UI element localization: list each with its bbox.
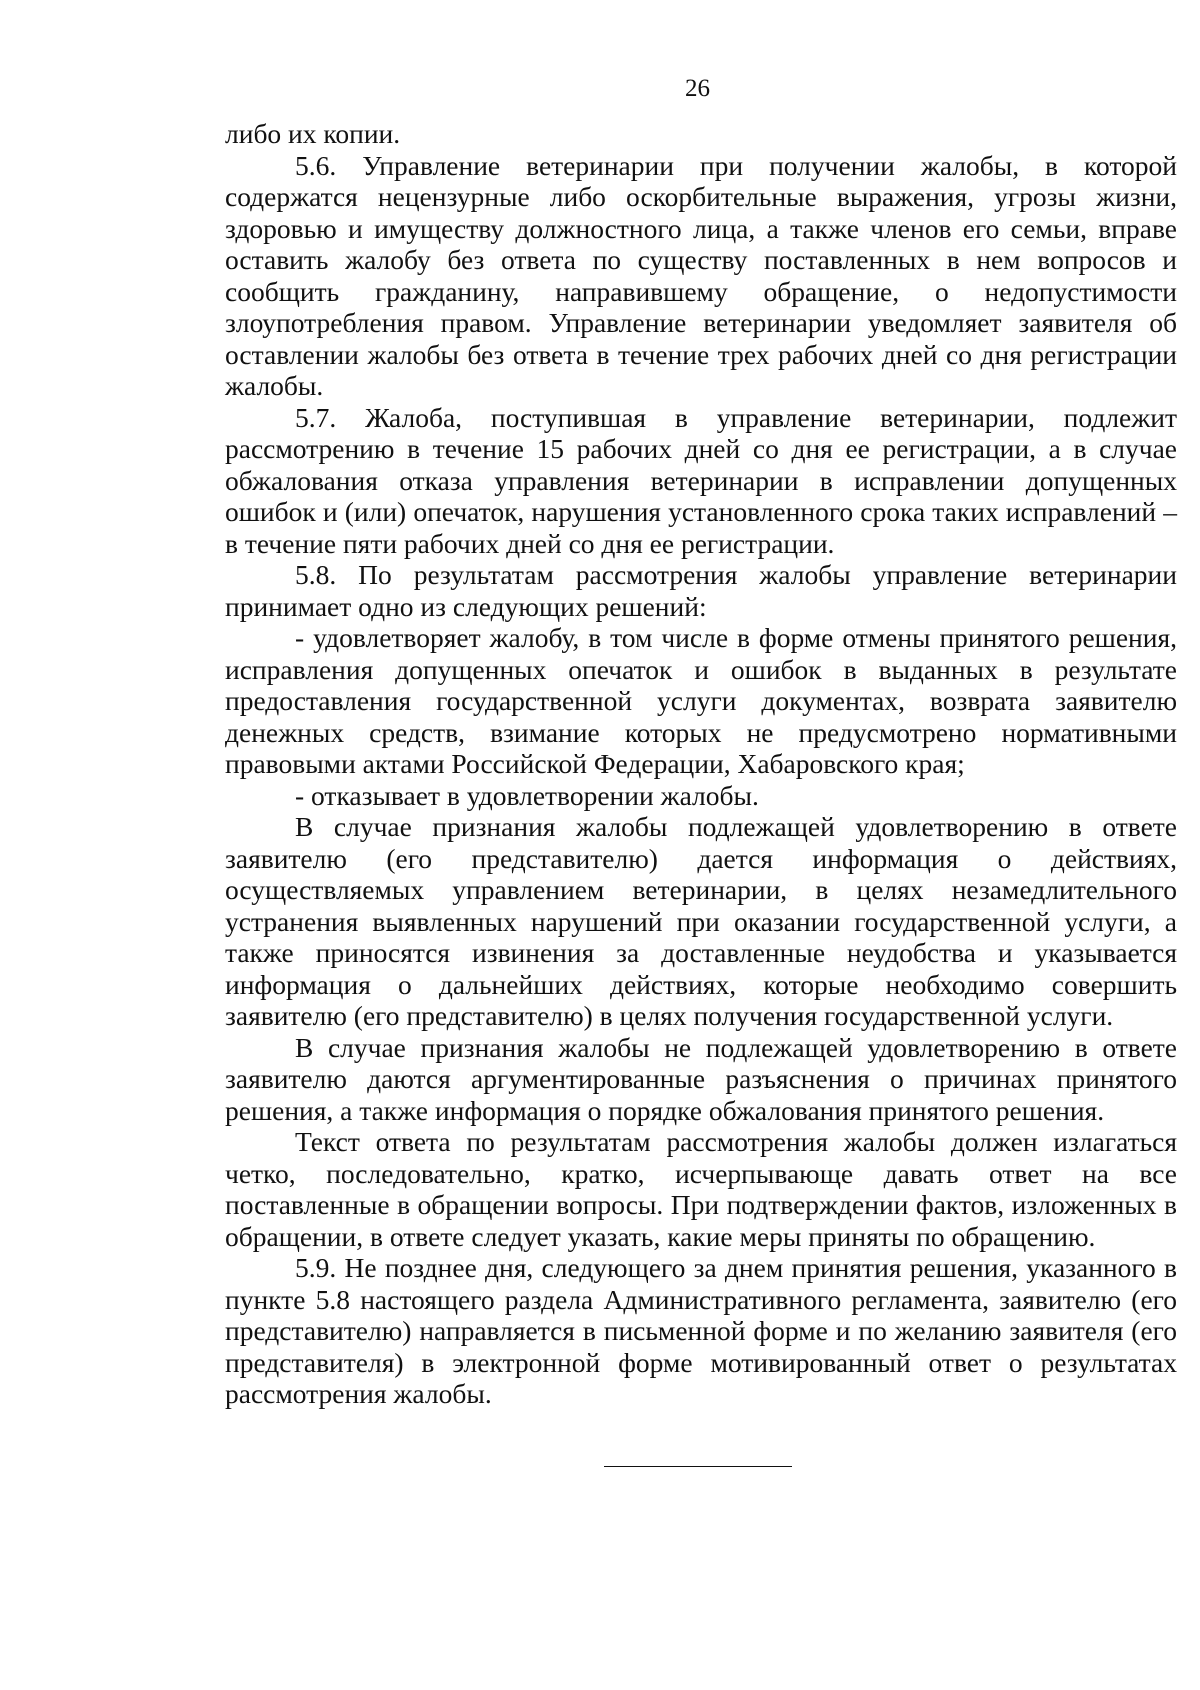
end-divider (604, 1466, 792, 1467)
paragraph-5-6: 5.6. Управление ветеринарии при получении жалобы, в которой содержатся нецензурные либо оскорбительные выражения, угрозы жизни, здоровью и имуществу должностного лица, а также членов его семьи, вправе оставить жалобу без ответа по существу поставленных в нем вопросов и сообщить гражданину, направившему обращение, о недопустимости злоупотребления правом. Управление ветеринарии уведомляет заявителя об оставлении жалобы без ответа в течение трех рабочих дней со дня регистрации жалобы. (225, 149, 1177, 401)
paragraph-continuation: либо их копии. (225, 118, 401, 149)
paragraph-5-8: 5.8. По результатам рассмотрения жалобы управление ветеринарии принимает одно из следующих решений: (225, 559, 1177, 622)
paragraph-satisfied-response: В случае признания жалобы подлежащей удовлетворению в ответе заявителю (его представителю) дается информация о действиях, осуществляемых управлением ветеринарии, в целях незамедлительного устранения выявленных нарушений при оказании государственной услуги, а также приносятся извинения за доставленные неудобства и указывается информация о дальнейших действиях, которые необходимо совершить заявителю (его представителю) в целях получения государственной услуги. (225, 811, 1177, 1031)
document-body (225, 118, 1177, 1410)
page-number: 26 (685, 75, 710, 102)
list-item-refuse-complaint: - отказывает в удовлетворении жалобы. (295, 779, 759, 811)
paragraph-5-7: 5.7. Жалоба, поступившая в управление ветеринарии, подлежит рассмотрению в течение 15 рабочих дней со дня ее регистрации, а в случае обжалования отказа управления ветеринарии в исправлении допущенных ошибок и (или) опечаток, нарушения установленного срока таких исправлений – в течение пяти рабочих дней со дня ее регистрации. (225, 401, 1177, 559)
paragraph-5-9: 5.9. Не позднее дня, следующего за днем принятия решения, указанного в пункте 5.8 настоящего раздела Административного регламента, заявителю (его представителю) направляется в письменной форме и по желанию заявителя (его представителя) в электронной форме мотивированный ответ о результатах рассмотрения жалобы. (225, 1252, 1177, 1409)
list-item-satisfy-complaint: - удовлетворяет жалобу, в том числе в форме отмены принятого решения, исправления допущенных опечаток и ошибок в выданных в результате предоставления государственной услуги документах, возврата заявителю денежных средств, взимание которых не предусмотрено нормативными правовыми актами Российской Федерации, Хабаровского края; (225, 622, 1177, 779)
paragraph-unsatisfied-response: В случае признания жалобы не подлежащей удовлетворению в ответе заявителю даются аргументированные разъяснения о причинах принятого решения, а также информация о порядке обжалования принятого решения. (225, 1031, 1177, 1126)
paragraph-response-text: Текст ответа по результатам рассмотрения жалобы должен излагаться четко, последовательно, кратко, исчерпывающе давать ответ на все поставленные в обращении вопросы. При подтверждении фактов, изложенных в обращении, в ответе следует указать, какие меры приняты по обращению. (225, 1126, 1177, 1252)
